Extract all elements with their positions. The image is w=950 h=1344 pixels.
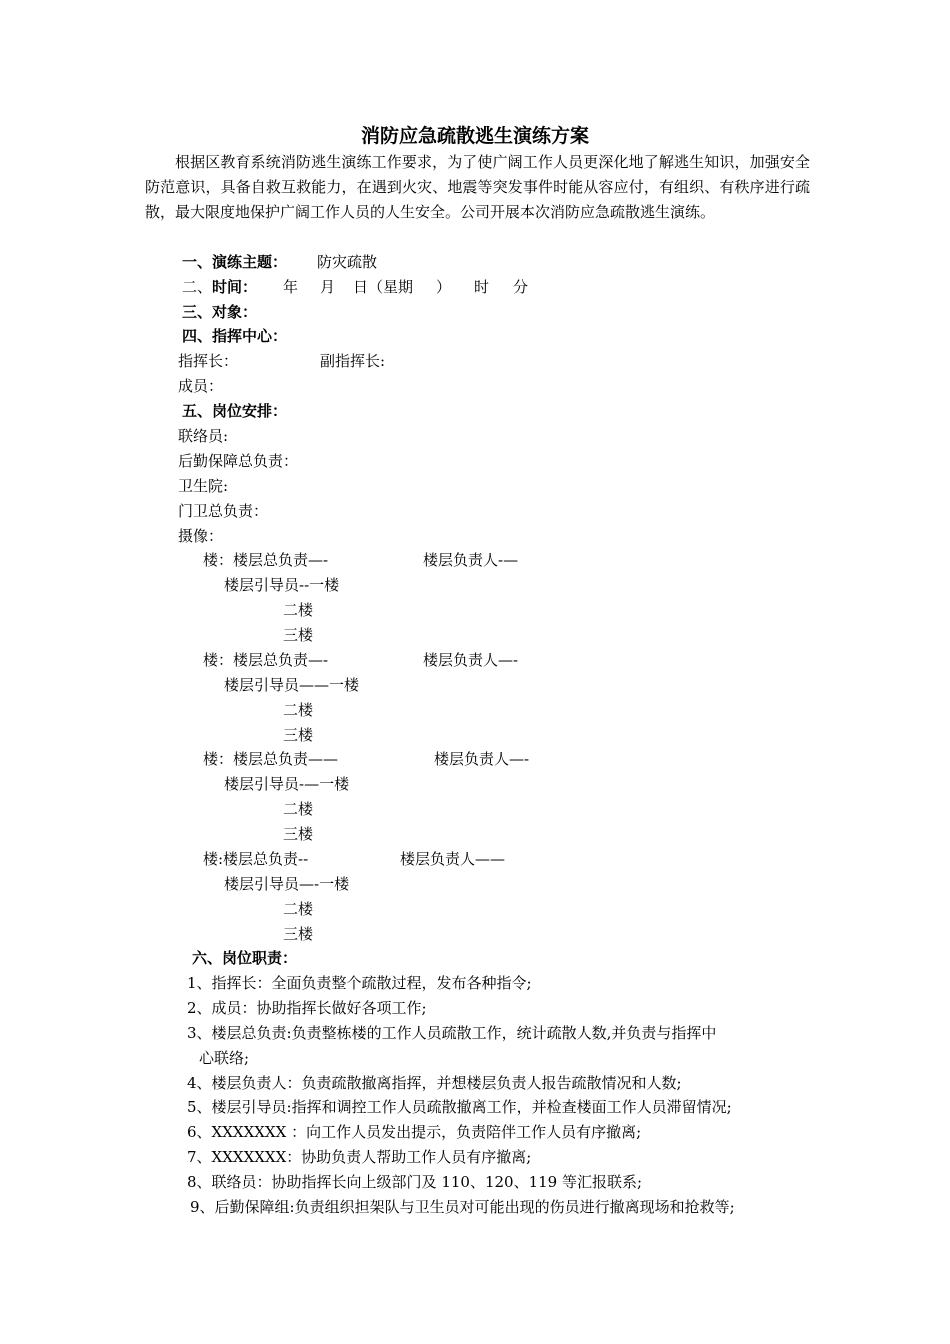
building-chief: 楼：楼层总负责—-: [203, 651, 329, 669]
building-floor-2: 二楼: [283, 601, 314, 619]
building-floor-3: 三楼: [283, 726, 314, 744]
section-5-heading: 五、岗位安排：: [182, 402, 288, 420]
gate-label: 门卫总负责：: [178, 502, 269, 520]
section-2-number: 二、: [182, 278, 213, 296]
clinic-label: 卫生院:: [178, 477, 229, 495]
duty-item-continuation: 心联络;: [199, 1049, 250, 1067]
building-chief: 楼：楼层总负责—-: [203, 551, 329, 569]
building-guide: 楼层引导员—-一楼: [224, 875, 350, 893]
commander-label: 指挥长：: [178, 352, 239, 370]
time-hour: 时: [474, 278, 490, 296]
document-title: 消防应急疏散逃生演练方案: [360, 125, 589, 147]
duty-item: 7、XXXXXXX：协助负责人帮助工作人员有序撤离;: [187, 1148, 532, 1166]
building-floor-3: 三楼: [283, 925, 314, 943]
section-1-heading: 一、演练主题：: [182, 253, 288, 271]
building-floor-2: 二楼: [283, 900, 314, 918]
section-2-heading: 时间：: [212, 278, 258, 296]
time-minute: 分: [513, 278, 529, 296]
building-guide: 楼层引导员--一楼: [224, 576, 340, 594]
building-floor-lead: 楼层负责人-—: [423, 551, 519, 569]
building-floor-lead: 楼层负责人——: [400, 850, 506, 868]
members-label: 成员：: [178, 377, 224, 395]
section-4-heading: 四、指挥中心：: [182, 327, 288, 345]
building-guide: 楼层引导员——一楼: [224, 676, 360, 694]
intro-paragraph: 根据区教育系统消防逃生演练工作要求，为了使广阔工作人员更深化地了解逃生知识，加强安全防范意识，具备自救互救能力，在遇到火灾、地震等突发事件时能从容应付，有组织、有秩序进行疏散，最大限度地保护广阔工作人员的人生安全。公司开展本次消防应急疏散逃生演练。: [145, 153, 810, 221]
logistics-label: 后勤保障总负责：: [178, 452, 299, 470]
building-floor-3: 三楼: [283, 825, 314, 843]
duty-item: 5、楼层引导员:指挥和调控工作人员疏散撤离工作，并检查楼面工作人员滞留情况;: [187, 1098, 732, 1116]
duty-item: 8、联络员：协助指挥长向上级部门及 110、120、119 等汇报联系;: [187, 1173, 643, 1191]
building-floor-3: 三楼: [283, 626, 314, 644]
deputy-commander-label: 副指挥长:: [320, 352, 386, 370]
duty-item: 6、XXXXXXX ：向工作人员发出提示，负责陪伴工作人员有序撤离;: [187, 1123, 642, 1141]
building-floor-lead: 楼层负责人—-: [423, 651, 519, 669]
section-3-heading: 三、对象：: [182, 303, 258, 321]
time-weekday-close: ）: [436, 278, 452, 296]
section-1-value: 防灾疏散: [317, 253, 378, 271]
building-chief: 楼:楼层总负责--: [203, 850, 309, 868]
building-floor-2: 二楼: [283, 800, 314, 818]
duty-item: 3、楼层总负责:负责整栋楼的工作人员疏散工作，统计疏散人数,并负责与指挥中: [187, 1024, 717, 1042]
time-day-weekday: 日（星期: [353, 278, 414, 296]
duty-item: 2、成员：协助指挥长做好各项工作;: [187, 999, 427, 1017]
time-year: 年: [283, 278, 299, 296]
building-guide: 楼层引导员-—一楼: [224, 775, 350, 793]
time-month: 月: [320, 278, 336, 296]
liaison-label: 联络员:: [178, 427, 229, 445]
duty-item: 9、后勤保障组:负责组织担架队与卫生员对可能出现的伤员进行撤离现场和抢救等;: [190, 1198, 735, 1216]
building-floor-lead: 楼层负责人—-: [434, 750, 530, 768]
building-floor-2: 二楼: [283, 701, 314, 719]
section-6-heading: 六、岗位职责：: [192, 949, 298, 967]
duty-item: 1、指挥长：全面负责整个疏散过程，发布各种指令;: [187, 974, 532, 992]
building-chief: 楼：楼层总负责——: [203, 750, 339, 768]
camera-label: 摄像：: [178, 527, 224, 545]
duty-item: 4、楼层负责人：负责疏散撤离指挥，并想楼层负责人报告疏散情况和人数;: [187, 1074, 682, 1092]
